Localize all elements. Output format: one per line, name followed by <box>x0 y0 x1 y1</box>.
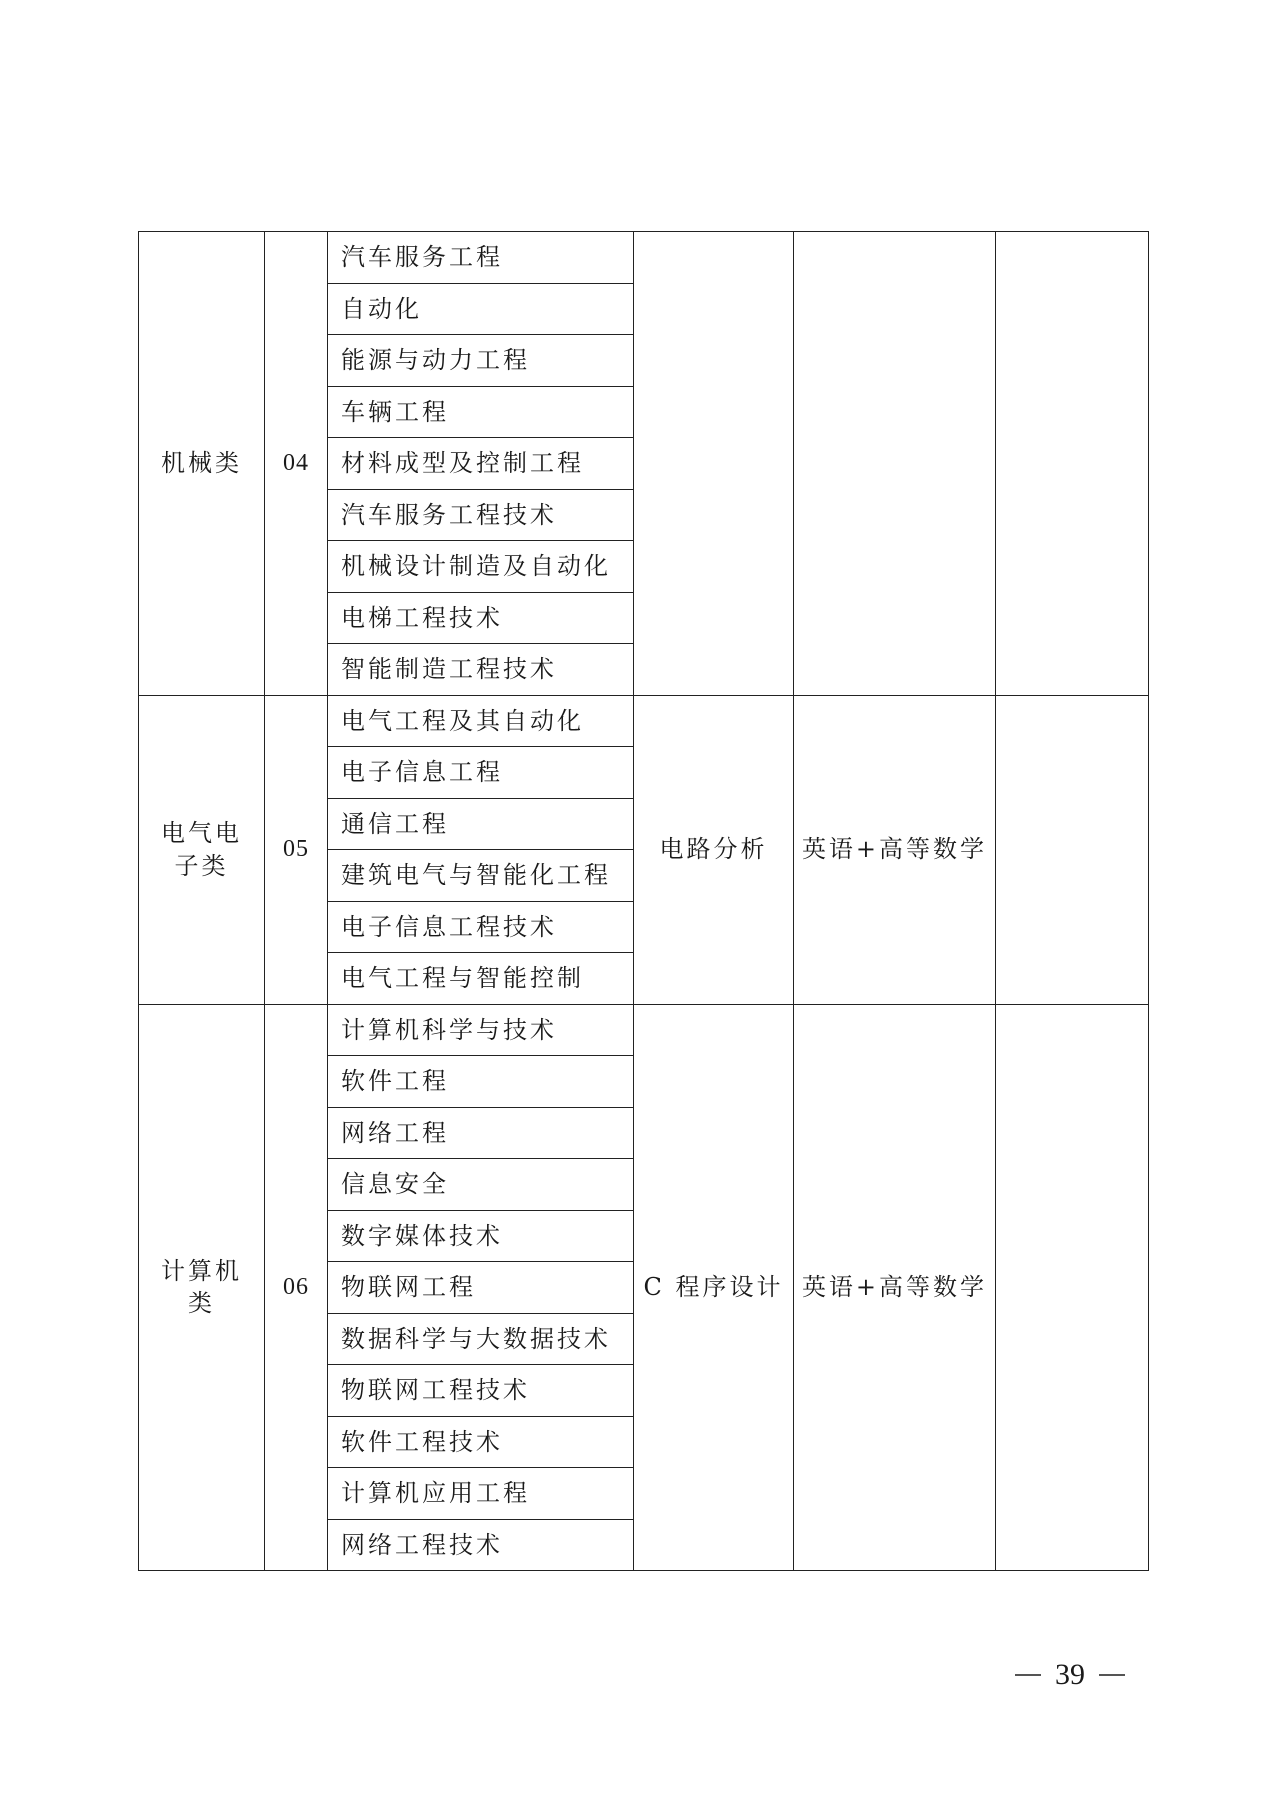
category-label: 计算机类 <box>161 1256 242 1318</box>
category-code: 05 <box>265 695 328 1004</box>
majors-table <box>138 231 1149 1571</box>
major-name: 数字媒体技术 <box>328 1210 634 1262</box>
major-name: 网络工程技术 <box>328 1519 634 1571</box>
major-name: 电气工程及其自动化 <box>328 695 634 747</box>
major-name: 电子信息工程 <box>328 747 634 799</box>
major-name: 机械设计制造及自动化 <box>328 541 634 593</box>
major-name: 信息安全 <box>328 1159 634 1211</box>
major-name: 车辆工程 <box>328 386 634 438</box>
major-name: 电子信息工程技术 <box>328 901 634 953</box>
category-code: 04 <box>265 232 328 696</box>
exam-basic-cell <box>794 232 996 696</box>
category-cell <box>139 232 265 696</box>
page-number <box>1015 1658 1125 1692</box>
page-number-dash-left <box>1015 1674 1041 1676</box>
major-name: 计算机应用工程 <box>328 1468 634 1520</box>
major-name: 软件工程技术 <box>328 1416 634 1468</box>
category-label: 电气电子类 <box>161 819 242 880</box>
major-name: 物联网工程技术 <box>328 1365 634 1417</box>
table-row <box>139 695 1149 747</box>
major-name: 电梯工程技术 <box>328 592 634 644</box>
exam-basic-cell: 英语+高等数学 <box>794 695 996 1004</box>
category-cell <box>139 695 265 1004</box>
table-row <box>139 1004 1149 1056</box>
remark-cell <box>996 1004 1149 1571</box>
remark-cell <box>996 232 1149 696</box>
major-name: 建筑电气与智能化工程 <box>328 850 634 902</box>
exam-subject-cell: 电路分析 <box>634 695 794 1004</box>
exam-subject-cell <box>634 232 794 696</box>
page-number-value: 39 <box>1055 1658 1085 1691</box>
remark-cell <box>996 695 1149 1004</box>
major-name: 网络工程 <box>328 1107 634 1159</box>
major-name: 物联网工程 <box>328 1262 634 1314</box>
major-name: 汽车服务工程技术 <box>328 489 634 541</box>
major-name: 汽车服务工程 <box>328 232 634 284</box>
table-body <box>139 232 1149 1571</box>
major-name: 通信工程 <box>328 798 634 850</box>
category-code: 06 <box>265 1004 328 1571</box>
major-name: 软件工程 <box>328 1056 634 1108</box>
major-name: 数据科学与大数据技术 <box>328 1313 634 1365</box>
major-name: 智能制造工程技术 <box>328 644 634 696</box>
exam-subject-cell: C 程序设计 <box>634 1004 794 1571</box>
category-cell <box>139 1004 265 1571</box>
major-name: 电气工程与智能控制 <box>328 953 634 1005</box>
major-name: 计算机科学与技术 <box>328 1004 634 1056</box>
major-name: 能源与动力工程 <box>328 335 634 387</box>
major-name: 自动化 <box>328 283 634 335</box>
page-number-dash-right <box>1099 1674 1125 1676</box>
category-label: 机械类 <box>161 449 242 478</box>
table-row <box>139 232 1149 284</box>
major-name: 材料成型及控制工程 <box>328 438 634 490</box>
exam-basic-cell: 英语+高等数学 <box>794 1004 996 1571</box>
